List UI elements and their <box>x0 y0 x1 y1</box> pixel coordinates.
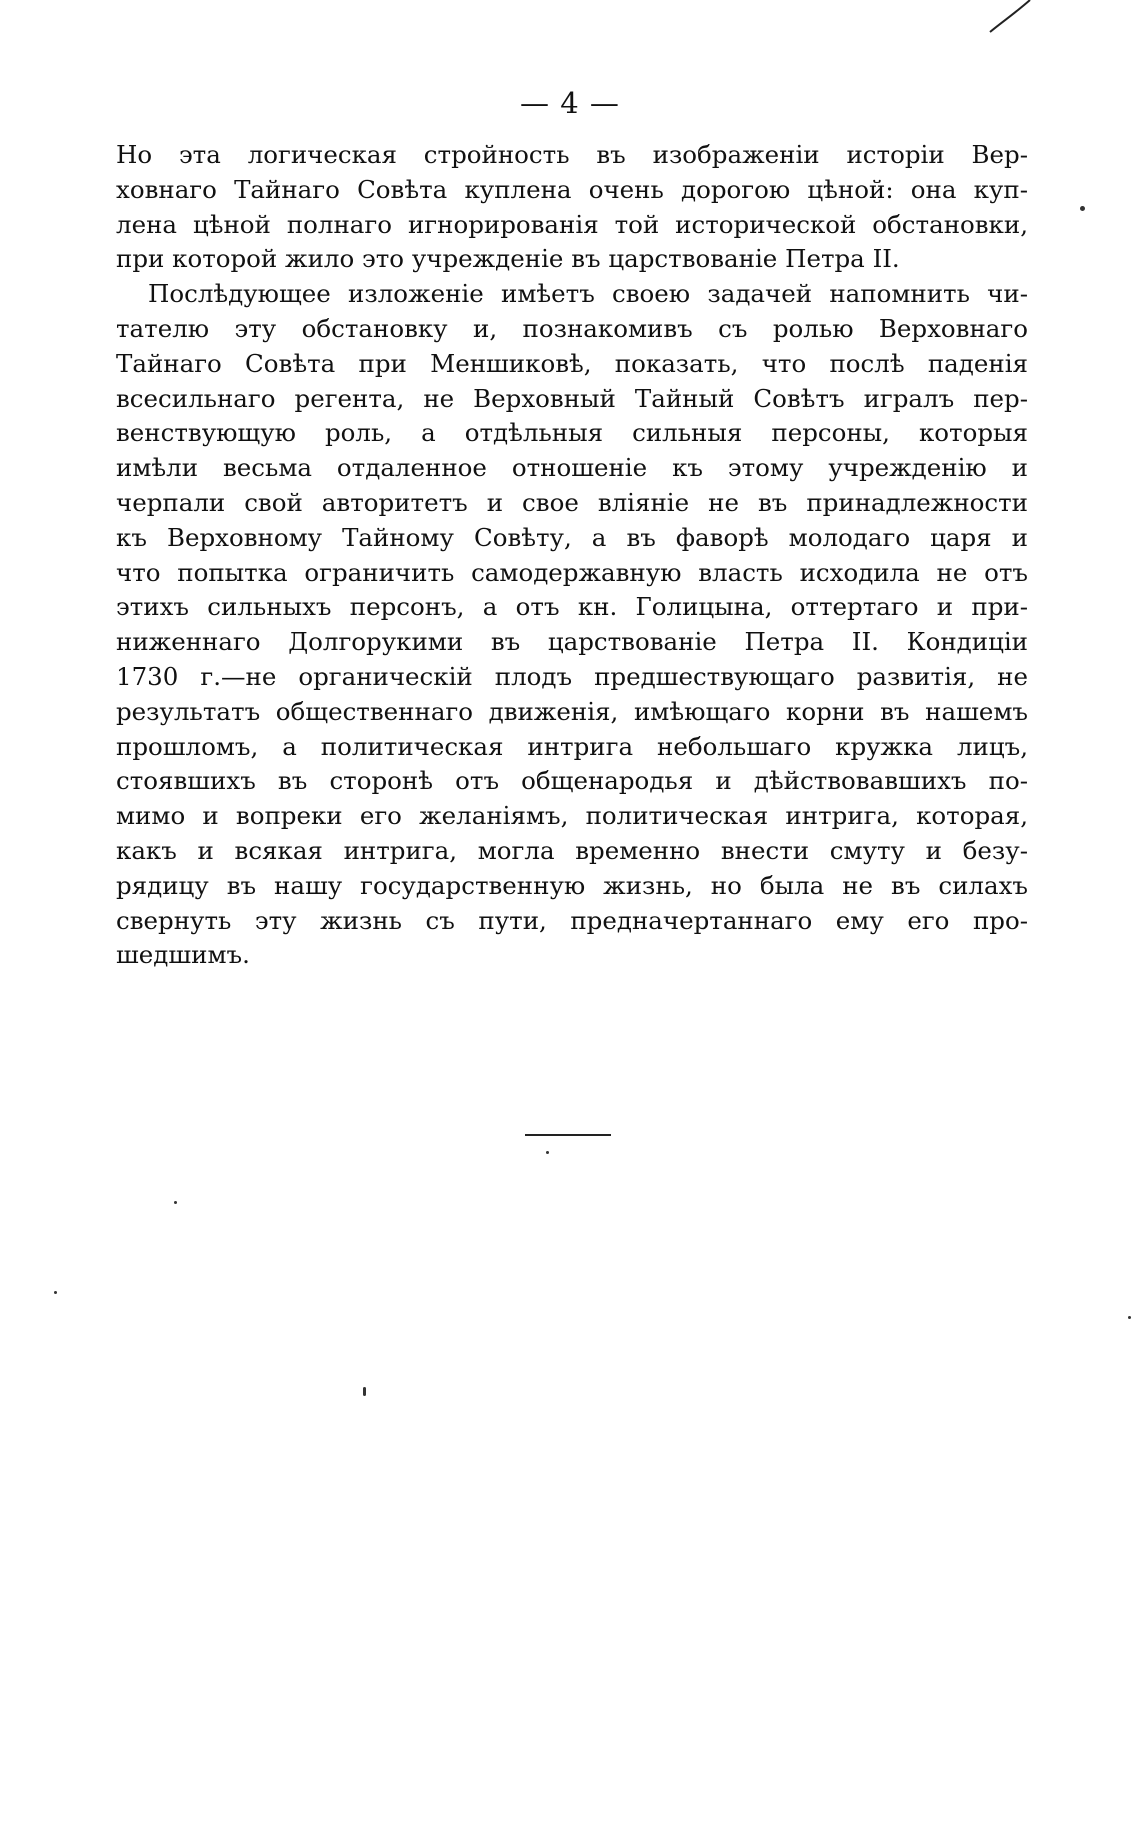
text-line: шедшимъ. <box>116 940 250 970</box>
text-line: всесильнаго регента, не Верховный Тайный Совѣтъ игралъ пер- <box>116 383 1028 413</box>
text-line: тателю эту обстановку и, познакомивъ съ ролью Верховнаго <box>116 313 1028 343</box>
text-line: стоявшихъ въ сторонѣ отъ общенародья и дѣйствовавшихъ по- <box>116 766 1028 796</box>
text-line: ниженнаго Долгорукими въ царствованіе Петра II. Кондиціи <box>116 627 1028 657</box>
text-line: ховнаго Тайнаго Совѣта куплена очень дорогою цѣной: она куп- <box>116 174 1028 204</box>
text-line: что попытка ограничить самодержавную власть исходила не отъ <box>116 557 1028 587</box>
scan-speck <box>1080 206 1085 211</box>
scan-speck <box>174 1201 177 1204</box>
text-line: къ Верховному Тайному Совѣту, а въ фаворѣ молодаго царя и <box>116 522 1028 552</box>
scan-speck <box>546 1151 549 1154</box>
text-line: Тайнаго Совѣта при Меншиковѣ, показать, что послѣ паденія <box>116 348 1028 378</box>
text-line: рядицу въ нашу государственную жизнь, но была не въ силахъ <box>116 870 1028 900</box>
pencil-mark-icon <box>980 0 1040 40</box>
text-line: свернуть эту жизнь съ пути, предначертаннаго ему его про- <box>116 905 1028 935</box>
body-text <box>116 138 1028 973</box>
section-end-rule <box>525 1134 611 1136</box>
text-line: 1730 г.—не органическій плодъ предшествующаго развитія, не <box>116 661 1028 691</box>
text-line: лена цѣной полнаго игнорированія той исторической обстановки, <box>116 209 1028 239</box>
text-line: при которой жило это учрежденіе въ царствованіе Петра II. <box>116 244 900 274</box>
text-line: результатъ общественнаго движенія, имѣющаго корни въ нашемъ <box>116 696 1028 726</box>
text-line: Послѣдующее изложеніе имѣетъ своею задачей напомнить чи- <box>148 279 1028 309</box>
scan-speck <box>1128 1316 1131 1319</box>
text-line: имѣли весьма отдаленное отношеніе къ этому учрежденію и <box>116 453 1028 483</box>
text-line: какъ и всякая интрига, могла временно внести смуту и безу- <box>116 835 1028 865</box>
text-line: Но эта логическая стройность въ изображеніи исторіи Вер- <box>116 140 1028 169</box>
text-line: прошломъ, а политическая интрига небольшаго кружка лицъ, <box>116 731 1028 761</box>
scan-speck <box>54 1291 57 1294</box>
text-line: мимо и вопреки его желаніямъ, политическая интрига, которая, <box>116 801 1028 831</box>
text-line: венствующую роль, а отдѣльныя сильныя персоны, которыя <box>116 418 1028 448</box>
text-line: этихъ сильныхъ персонъ, а отъ кн. Голицына, оттертаго и при- <box>116 592 1028 622</box>
scan-speck <box>363 1387 366 1396</box>
text-line: черпали свой авторитетъ и свое вліяніе не въ принадлежности <box>116 487 1028 517</box>
page-number: — 4 — <box>520 86 620 120</box>
